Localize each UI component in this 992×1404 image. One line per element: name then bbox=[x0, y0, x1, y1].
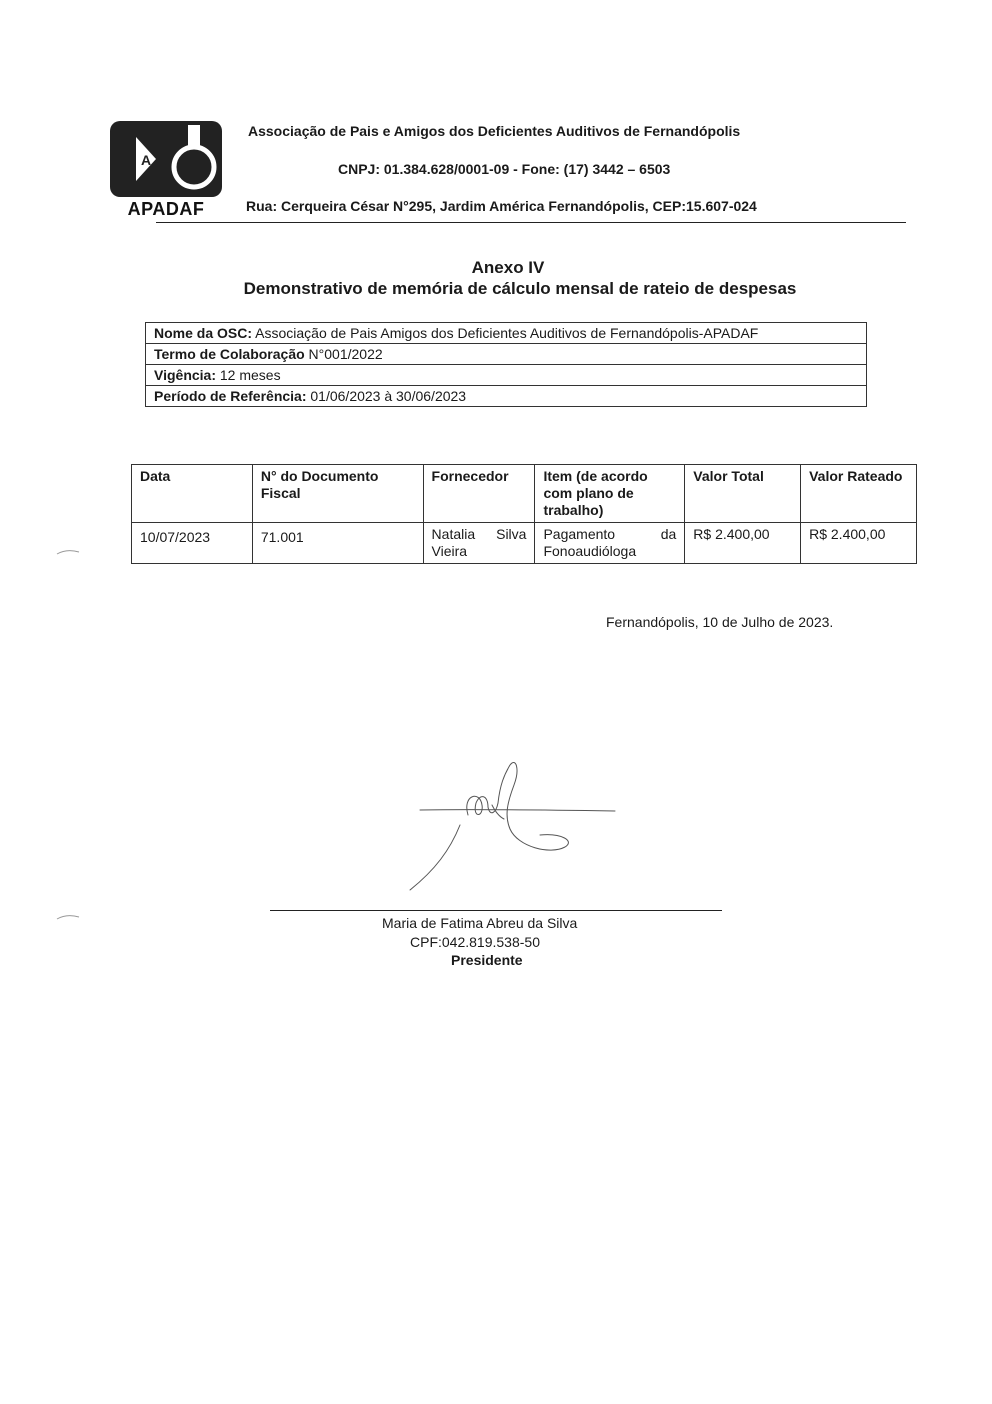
signatory-role: Presidente bbox=[451, 952, 523, 968]
table-row bbox=[132, 523, 917, 564]
vigencia-value: 12 meses bbox=[216, 367, 281, 383]
vigencia-row bbox=[146, 365, 866, 386]
header-valor-rateado: Valor Rateado bbox=[801, 465, 917, 523]
organization-name: Associação de Pais e Amigos dos Deficientes Auditivos de Fernandópolis bbox=[248, 123, 741, 139]
cell-documento-fiscal: 71.001 bbox=[252, 523, 423, 564]
termo-value: N°001/2022 bbox=[304, 346, 383, 362]
cell-data: 10/07/2023 bbox=[132, 523, 253, 564]
header-item: Item (de acordo com plano de trabalho) bbox=[535, 465, 685, 523]
expense-table bbox=[131, 464, 917, 564]
periodo-row bbox=[146, 386, 866, 406]
vigencia-label: Vigência: bbox=[154, 367, 216, 383]
header-data: Data bbox=[132, 465, 253, 523]
cell-valor-rateado: R$ 2.400,00 bbox=[801, 523, 917, 564]
termo-row bbox=[146, 344, 866, 365]
osc-name-label: Nome da OSC: bbox=[154, 325, 253, 341]
osc-name-value: Associação de Pais Amigos dos Deficientes Auditivos de Fernandópolis-APADAF bbox=[252, 325, 759, 341]
header-documento-fiscal: N° do Documento Fiscal bbox=[252, 465, 423, 523]
table-header-row bbox=[132, 465, 917, 523]
signatory-name: Maria de Fatima Abreu da Silva bbox=[382, 915, 578, 931]
header-fornecedor: Fornecedor bbox=[423, 465, 535, 523]
apadaf-logo-icon bbox=[108, 119, 224, 199]
termo-label: Termo de Colaboração bbox=[154, 346, 305, 362]
scan-mark bbox=[56, 549, 80, 555]
cell-item: Pagamento da Fonoaudióloga bbox=[535, 523, 685, 564]
osc-info-box bbox=[145, 322, 867, 407]
periodo-label: Período de Referência: bbox=[154, 388, 307, 404]
organization-address: Rua: Cerqueira César N°295, Jardim América Fernandópolis, CEP:15.607-024 bbox=[246, 198, 757, 214]
handwritten-signature bbox=[400, 755, 630, 905]
signatory-cpf: CPF:042.819.538-50 bbox=[410, 934, 540, 950]
signature-line bbox=[270, 910, 722, 911]
annex-title: Anexo IV bbox=[471, 258, 545, 277]
apadaf-logo bbox=[108, 119, 224, 219]
periodo-value: 01/06/2023 à 30/06/2023 bbox=[306, 388, 467, 404]
osc-name-row bbox=[146, 323, 866, 344]
organization-contact: CNPJ: 01.384.628/0001-09 - Fone: (17) 3442 – 6503 bbox=[338, 161, 671, 177]
logo-text: APADAF bbox=[127, 199, 205, 219]
svg-text:A: A bbox=[141, 152, 152, 168]
scan-mark bbox=[56, 914, 80, 920]
place-and-date: Fernandópolis, 10 de Julho de 2023. bbox=[606, 614, 834, 630]
cell-valor-total: R$ 2.400,00 bbox=[685, 523, 801, 564]
cell-fornecedor: Natalia Silva Vieira bbox=[423, 523, 535, 564]
header-valor-total: Valor Total bbox=[685, 465, 801, 523]
document-subtitle: Demonstrativo de memória de cálculo mensal de rateio de despesas bbox=[243, 279, 797, 298]
header-divider bbox=[156, 222, 906, 223]
